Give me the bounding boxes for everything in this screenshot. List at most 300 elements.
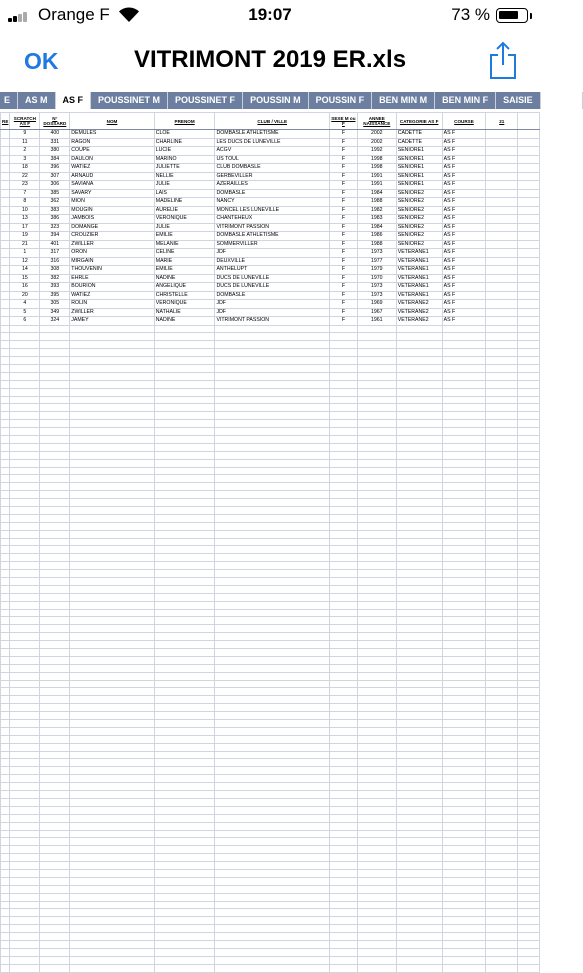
empty-cell[interactable] [329,514,357,522]
empty-cell[interactable] [357,672,396,680]
empty-cell[interactable] [40,948,70,956]
empty-cell[interactable] [442,483,486,491]
empty-cell[interactable] [396,877,442,885]
table-cell[interactable]: NADINE [154,317,215,326]
empty-cell[interactable] [396,956,442,964]
table-cell[interactable]: 305 [40,300,70,309]
empty-cell[interactable] [357,862,396,870]
empty-cell[interactable] [357,546,396,554]
empty-cell[interactable] [70,830,154,838]
empty-cell[interactable] [357,743,396,751]
empty-cell[interactable] [40,688,70,696]
empty-cell[interactable] [1,862,10,870]
empty-cell[interactable] [329,372,357,380]
empty-cell[interactable] [357,933,396,941]
table-cell[interactable]: AS F [442,283,486,292]
empty-cell[interactable] [329,720,357,728]
table-cell[interactable]: ANTHELUPT [215,266,330,275]
empty-cell[interactable] [329,601,357,609]
empty-cell[interactable] [70,696,154,704]
table-cell[interactable] [1,147,10,156]
empty-cell[interactable] [396,641,442,649]
table-cell[interactable]: F [329,155,357,164]
empty-cell[interactable] [1,838,10,846]
column-header[interactable] [518,113,540,130]
table-cell[interactable] [518,138,540,147]
empty-cell[interactable] [396,704,442,712]
empty-cell[interactable] [396,467,442,475]
empty-cell[interactable] [154,838,215,846]
empty-cell[interactable] [1,649,10,657]
empty-cell[interactable] [40,940,70,948]
empty-cell[interactable] [442,806,486,814]
empty-cell[interactable] [396,349,442,357]
table-cell[interactable]: DOMBASLE [215,189,330,198]
table-cell[interactable]: JDF [215,308,330,317]
empty-cell[interactable] [70,609,154,617]
empty-cell[interactable] [486,798,518,806]
empty-cell[interactable] [329,649,357,657]
empty-cell[interactable] [1,933,10,941]
empty-cell[interactable] [1,357,10,365]
empty-cell[interactable] [396,940,442,948]
table-cell[interactable]: NELLIE [154,172,215,181]
empty-cell[interactable] [442,617,486,625]
empty-cell[interactable] [1,822,10,830]
empty-cell[interactable] [215,562,330,570]
empty-cell[interactable] [486,877,518,885]
empty-cell[interactable] [442,396,486,404]
empty-cell[interactable] [40,656,70,664]
empty-cell[interactable] [10,633,40,641]
table-cell[interactable]: F [329,317,357,326]
empty-cell[interactable] [1,901,10,909]
empty-cell[interactable] [215,933,330,941]
empty-cell[interactable] [329,704,357,712]
table-cell[interactable]: 1961 [357,317,396,326]
empty-cell[interactable] [154,585,215,593]
table-cell[interactable]: NATHALIE [154,308,215,317]
empty-cell[interactable] [154,570,215,578]
empty-cell[interactable] [70,791,154,799]
empty-cell[interactable] [396,901,442,909]
empty-cell[interactable] [40,380,70,388]
empty-cell[interactable] [357,798,396,806]
empty-cell[interactable] [442,491,486,499]
empty-cell[interactable] [518,759,540,767]
empty-cell[interactable] [486,593,518,601]
empty-cell[interactable] [442,767,486,775]
empty-cell[interactable] [518,656,540,664]
empty-cell[interactable] [357,814,396,822]
empty-cell[interactable] [1,704,10,712]
table-cell[interactable]: WATIEZ [70,291,154,300]
empty-cell[interactable] [442,593,486,601]
empty-cell[interactable] [442,964,486,972]
empty-cell[interactable] [396,506,442,514]
empty-cell[interactable] [70,656,154,664]
empty-cell[interactable] [70,712,154,720]
empty-cell[interactable] [10,349,40,357]
empty-cell[interactable] [10,956,40,964]
empty-cell[interactable] [40,727,70,735]
sheet-tab[interactable]: BEN MIN F [435,92,496,109]
empty-cell[interactable] [486,514,518,522]
empty-cell[interactable] [1,412,10,420]
empty-cell[interactable] [70,412,154,420]
table-cell[interactable]: ANGELIQUE [154,283,215,292]
empty-cell[interactable] [357,704,396,712]
table-cell[interactable]: MARIE [154,257,215,266]
empty-cell[interactable] [40,672,70,680]
empty-cell[interactable] [329,893,357,901]
empty-cell[interactable] [396,357,442,365]
empty-cell[interactable] [442,798,486,806]
empty-cell[interactable] [442,333,486,341]
empty-cell[interactable] [357,767,396,775]
empty-cell[interactable] [10,688,40,696]
table-cell[interactable]: 1991 [357,172,396,181]
empty-cell[interactable] [70,435,154,443]
empty-cell[interactable] [154,522,215,530]
empty-cell[interactable] [10,388,40,396]
table-cell[interactable] [486,308,518,317]
empty-cell[interactable] [1,380,10,388]
table-cell[interactable]: F [329,266,357,275]
empty-cell[interactable] [215,846,330,854]
empty-cell[interactable] [357,396,396,404]
empty-cell[interactable] [215,696,330,704]
table-cell[interactable]: 19 [10,232,40,241]
empty-cell[interactable] [154,656,215,664]
table-cell[interactable]: 23 [10,181,40,190]
empty-cell[interactable] [396,846,442,854]
empty-cell[interactable] [10,901,40,909]
empty-cell[interactable] [357,712,396,720]
table-cell[interactable] [486,300,518,309]
sheet-tab[interactable]: BEN MIN M [372,92,435,109]
empty-cell[interactable] [1,617,10,625]
empty-cell[interactable] [486,578,518,586]
empty-cell[interactable] [215,727,330,735]
empty-cell[interactable] [518,664,540,672]
empty-cell[interactable] [442,940,486,948]
empty-cell[interactable] [40,830,70,838]
empty-cell[interactable] [357,869,396,877]
empty-cell[interactable] [357,388,396,396]
empty-cell[interactable] [10,333,40,341]
empty-cell[interactable] [40,357,70,365]
empty-cell[interactable] [70,877,154,885]
empty-cell[interactable] [442,688,486,696]
table-cell[interactable] [518,240,540,249]
table-cell[interactable]: JULIE [154,223,215,232]
empty-cell[interactable] [70,357,154,365]
empty-cell[interactable] [70,933,154,941]
table-cell[interactable]: 324 [40,317,70,326]
table-cell[interactable]: VERONIQUE [154,215,215,224]
empty-cell[interactable] [396,388,442,396]
empty-cell[interactable] [357,522,396,530]
empty-cell[interactable] [396,720,442,728]
table-cell[interactable]: AS F [442,266,486,275]
empty-cell[interactable] [442,664,486,672]
empty-cell[interactable] [215,680,330,688]
empty-cell[interactable] [442,554,486,562]
empty-cell[interactable] [442,609,486,617]
table-cell[interactable]: THOUVENIN [70,266,154,275]
empty-cell[interactable] [70,720,154,728]
empty-cell[interactable] [154,783,215,791]
empty-cell[interactable] [70,593,154,601]
table-cell[interactable]: DAULON [70,155,154,164]
table-cell[interactable]: AS F [442,189,486,198]
empty-cell[interactable] [154,388,215,396]
empty-cell[interactable] [10,578,40,586]
empty-cell[interactable] [357,530,396,538]
empty-cell[interactable] [10,933,40,941]
table-cell[interactable] [518,164,540,173]
empty-cell[interactable] [518,404,540,412]
empty-cell[interactable] [215,459,330,467]
empty-cell[interactable] [70,514,154,522]
empty-cell[interactable] [396,727,442,735]
empty-cell[interactable] [518,688,540,696]
empty-cell[interactable] [442,404,486,412]
table-cell[interactable]: VETERANE2 [396,300,442,309]
empty-cell[interactable] [329,712,357,720]
empty-cell[interactable] [329,609,357,617]
empty-cell[interactable] [10,854,40,862]
table-cell[interactable]: 393 [40,283,70,292]
empty-cell[interactable] [329,593,357,601]
empty-cell[interactable] [70,814,154,822]
empty-cell[interactable] [442,459,486,467]
table-cell[interactable]: SENIORE1 [396,147,442,156]
table-cell[interactable] [518,232,540,241]
empty-cell[interactable] [442,893,486,901]
empty-cell[interactable] [396,538,442,546]
empty-cell[interactable] [70,727,154,735]
empty-cell[interactable] [154,798,215,806]
table-cell[interactable]: 1998 [357,164,396,173]
empty-cell[interactable] [518,372,540,380]
empty-cell[interactable] [1,743,10,751]
empty-cell[interactable] [1,459,10,467]
empty-cell[interactable] [486,822,518,830]
empty-cell[interactable] [70,459,154,467]
empty-cell[interactable] [486,948,518,956]
empty-cell[interactable] [215,909,330,917]
empty-cell[interactable] [357,909,396,917]
table-cell[interactable]: 13 [10,215,40,224]
empty-cell[interactable] [357,625,396,633]
empty-cell[interactable] [215,396,330,404]
table-cell[interactable] [518,308,540,317]
sheet-tab[interactable]: POUSSIN F [309,92,373,109]
empty-cell[interactable] [396,435,442,443]
empty-cell[interactable] [518,530,540,538]
empty-cell[interactable] [10,617,40,625]
empty-cell[interactable] [40,822,70,830]
table-cell[interactable]: ZWILLER [70,308,154,317]
empty-cell[interactable] [40,735,70,743]
empty-cell[interactable] [486,388,518,396]
empty-cell[interactable] [1,672,10,680]
empty-cell[interactable] [1,791,10,799]
table-cell[interactable]: JAMEY [70,317,154,326]
table-cell[interactable]: 317 [40,249,70,258]
table-cell[interactable]: 380 [40,147,70,156]
empty-cell[interactable] [357,838,396,846]
empty-cell[interactable] [215,704,330,712]
empty-cell[interactable] [357,893,396,901]
empty-cell[interactable] [518,578,540,586]
empty-cell[interactable] [1,593,10,601]
empty-cell[interactable] [154,885,215,893]
table-cell[interactable]: 18 [10,164,40,173]
empty-cell[interactable] [40,443,70,451]
empty-cell[interactable] [1,514,10,522]
table-cell[interactable] [486,155,518,164]
table-cell[interactable] [518,274,540,283]
table-cell[interactable]: 1979 [357,266,396,275]
empty-cell[interactable] [357,459,396,467]
empty-cell[interactable] [1,585,10,593]
empty-cell[interactable] [40,388,70,396]
empty-cell[interactable] [329,940,357,948]
empty-cell[interactable] [329,743,357,751]
table-cell[interactable] [486,291,518,300]
empty-cell[interactable] [486,933,518,941]
empty-cell[interactable] [70,664,154,672]
empty-cell[interactable] [1,601,10,609]
empty-cell[interactable] [329,656,357,664]
empty-cell[interactable] [215,814,330,822]
empty-cell[interactable] [486,783,518,791]
empty-cell[interactable] [357,822,396,830]
table-cell[interactable] [1,181,10,190]
empty-cell[interactable] [215,838,330,846]
empty-cell[interactable] [10,964,40,972]
empty-cell[interactable] [442,428,486,436]
table-cell[interactable]: 1970 [357,274,396,283]
empty-cell[interactable] [1,948,10,956]
empty-cell[interactable] [40,412,70,420]
empty-cell[interactable] [518,901,540,909]
table-cell[interactable]: AS F [442,232,486,241]
empty-cell[interactable] [357,601,396,609]
empty-cell[interactable] [329,783,357,791]
empty-cell[interactable] [357,846,396,854]
empty-cell[interactable] [10,656,40,664]
empty-cell[interactable] [10,499,40,507]
empty-cell[interactable] [357,499,396,507]
empty-cell[interactable] [1,917,10,925]
table-cell[interactable] [518,147,540,156]
empty-cell[interactable] [486,917,518,925]
empty-cell[interactable] [357,333,396,341]
table-cell[interactable]: SENIORE1 [396,155,442,164]
empty-cell[interactable] [215,420,330,428]
empty-cell[interactable] [518,538,540,546]
table-cell[interactable]: SENIORE1 [396,172,442,181]
empty-cell[interactable] [154,854,215,862]
empty-cell[interactable] [70,325,154,333]
empty-cell[interactable] [215,428,330,436]
empty-cell[interactable] [154,530,215,538]
empty-cell[interactable] [396,593,442,601]
empty-cell[interactable] [396,964,442,972]
empty-cell[interactable] [154,775,215,783]
empty-cell[interactable] [215,546,330,554]
empty-cell[interactable] [70,617,154,625]
empty-cell[interactable] [518,585,540,593]
empty-cell[interactable] [357,578,396,586]
empty-cell[interactable] [40,467,70,475]
empty-cell[interactable] [518,562,540,570]
table-cell[interactable] [486,249,518,258]
empty-cell[interactable] [215,333,330,341]
table-cell[interactable]: JULIE [154,181,215,190]
empty-cell[interactable] [10,846,40,854]
table-cell[interactable] [518,172,540,181]
table-cell[interactable]: AS F [442,249,486,258]
empty-cell[interactable] [329,806,357,814]
empty-cell[interactable] [70,428,154,436]
table-cell[interactable] [1,138,10,147]
empty-cell[interactable] [518,743,540,751]
table-cell[interactable]: 10 [10,206,40,215]
table-cell[interactable] [518,198,540,207]
empty-cell[interactable] [329,885,357,893]
table-cell[interactable]: NADINE [154,274,215,283]
empty-cell[interactable] [40,617,70,625]
table-cell[interactable]: 1977 [357,257,396,266]
table-cell[interactable]: 384 [40,155,70,164]
table-cell[interactable]: LES DUCS DE LUNEVILLE [215,138,330,147]
empty-cell[interactable] [1,451,10,459]
empty-cell[interactable] [357,720,396,728]
empty-cell[interactable] [70,349,154,357]
empty-cell[interactable] [10,814,40,822]
empty-cell[interactable] [442,451,486,459]
empty-cell[interactable] [442,625,486,633]
empty-cell[interactable] [154,901,215,909]
empty-cell[interactable] [70,822,154,830]
empty-cell[interactable] [486,459,518,467]
empty-cell[interactable] [40,775,70,783]
empty-cell[interactable] [357,593,396,601]
table-cell[interactable] [486,164,518,173]
empty-cell[interactable] [357,585,396,593]
table-cell[interactable] [1,189,10,198]
empty-cell[interactable] [154,404,215,412]
empty-cell[interactable] [329,917,357,925]
table-cell[interactable]: 1991 [357,181,396,190]
empty-cell[interactable] [486,806,518,814]
table-cell[interactable]: 14 [10,266,40,275]
column-header[interactable]: RE [1,113,10,130]
table-cell[interactable]: 1973 [357,291,396,300]
table-cell[interactable]: F [329,283,357,292]
empty-cell[interactable] [486,617,518,625]
empty-cell[interactable] [10,917,40,925]
empty-cell[interactable] [40,364,70,372]
empty-cell[interactable] [70,909,154,917]
empty-cell[interactable] [1,333,10,341]
empty-cell[interactable] [1,869,10,877]
